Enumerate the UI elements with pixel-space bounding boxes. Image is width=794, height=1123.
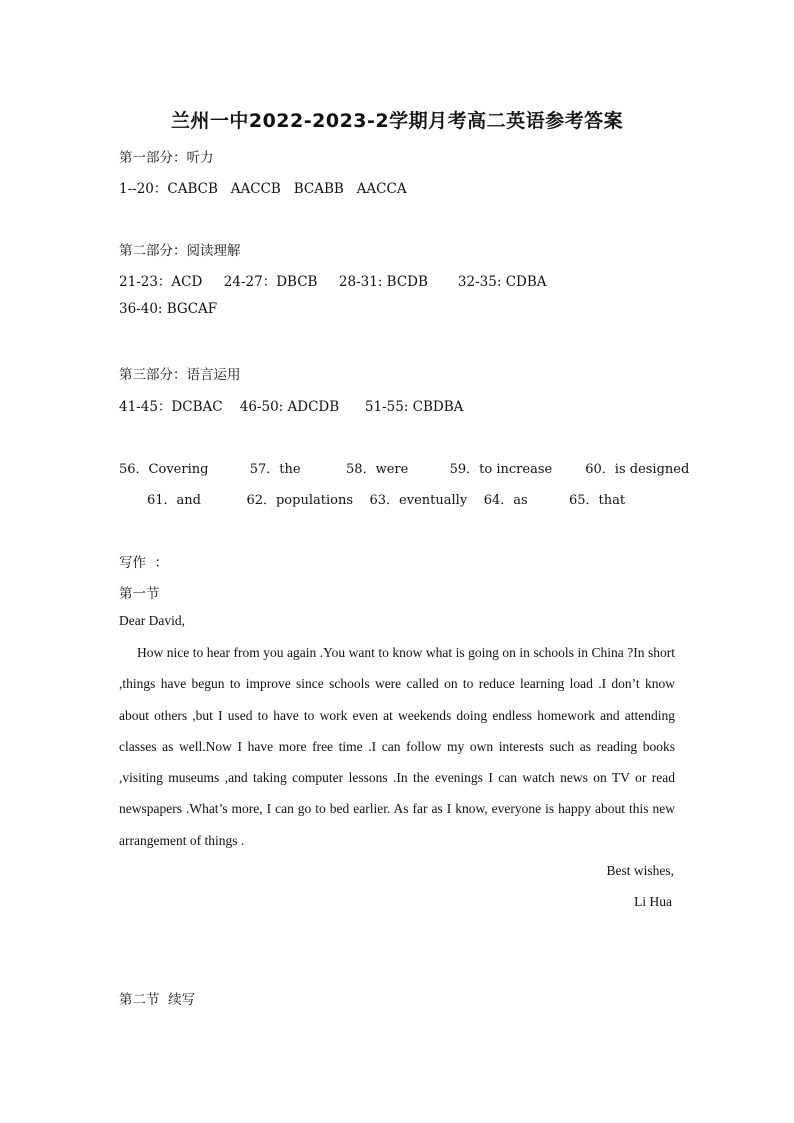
writing-heading: 写作 ： bbox=[119, 555, 169, 571]
fill-row-2: 61．and 62．populations 63．eventually 64．as 65．that bbox=[147, 493, 626, 508]
part1-answers: 1--20：CABCB AACCB BCABB AACCA bbox=[119, 181, 407, 197]
letter-signature: Li Hua bbox=[634, 894, 672, 909]
writing-section1-heading: 第一节 bbox=[119, 586, 160, 602]
part3-heading: 第三部分：语言运用 bbox=[119, 367, 241, 383]
part2-heading: 第二部分：阅读理解 bbox=[119, 243, 241, 259]
part3-answers: 41-45：DCBAC 46-50: ADCDB 51-55: CBDBA bbox=[119, 399, 464, 415]
part2-answers-line1: 21-23：ACD 24-27：DBCB 28-31: BCDB 32-35: CDBA bbox=[119, 274, 547, 290]
part1-heading: 第一部分：听力 bbox=[119, 150, 214, 166]
fill-row-1: 56．Covering 57．the 58．were 59．to increase 60．is designed bbox=[119, 462, 690, 477]
page-title: 兰州一中2022-2023-2学期月考高二英语参考答案 bbox=[170, 110, 624, 132]
part2-answers-line2: 36-40: BGCAF bbox=[119, 301, 218, 317]
letter-salutation: Dear David, bbox=[119, 613, 185, 628]
letter-closing: Best wishes, bbox=[606, 863, 674, 878]
writing-section2-heading: 第二节 续写 bbox=[119, 992, 196, 1008]
letter-body bbox=[119, 637, 675, 856]
letter-body-text: How nice to hear from you again .You want to know what is going on in schools in China ?In short ,things have begun to improve since schools were called on to reduce learning load .I don’t know about others ,but I used to have to work even at weekends doing endless homework and attending classes as well.Now I have more free time .I can follow my own interests such as reading books ,visiting museums ,and taking computer lessons .In the evenings I can watch news on TV or read newspapers .What’s more, I can go to bed earlier. As far as I know, everyone is happy about this new arrangement of things . bbox=[119, 645, 675, 848]
